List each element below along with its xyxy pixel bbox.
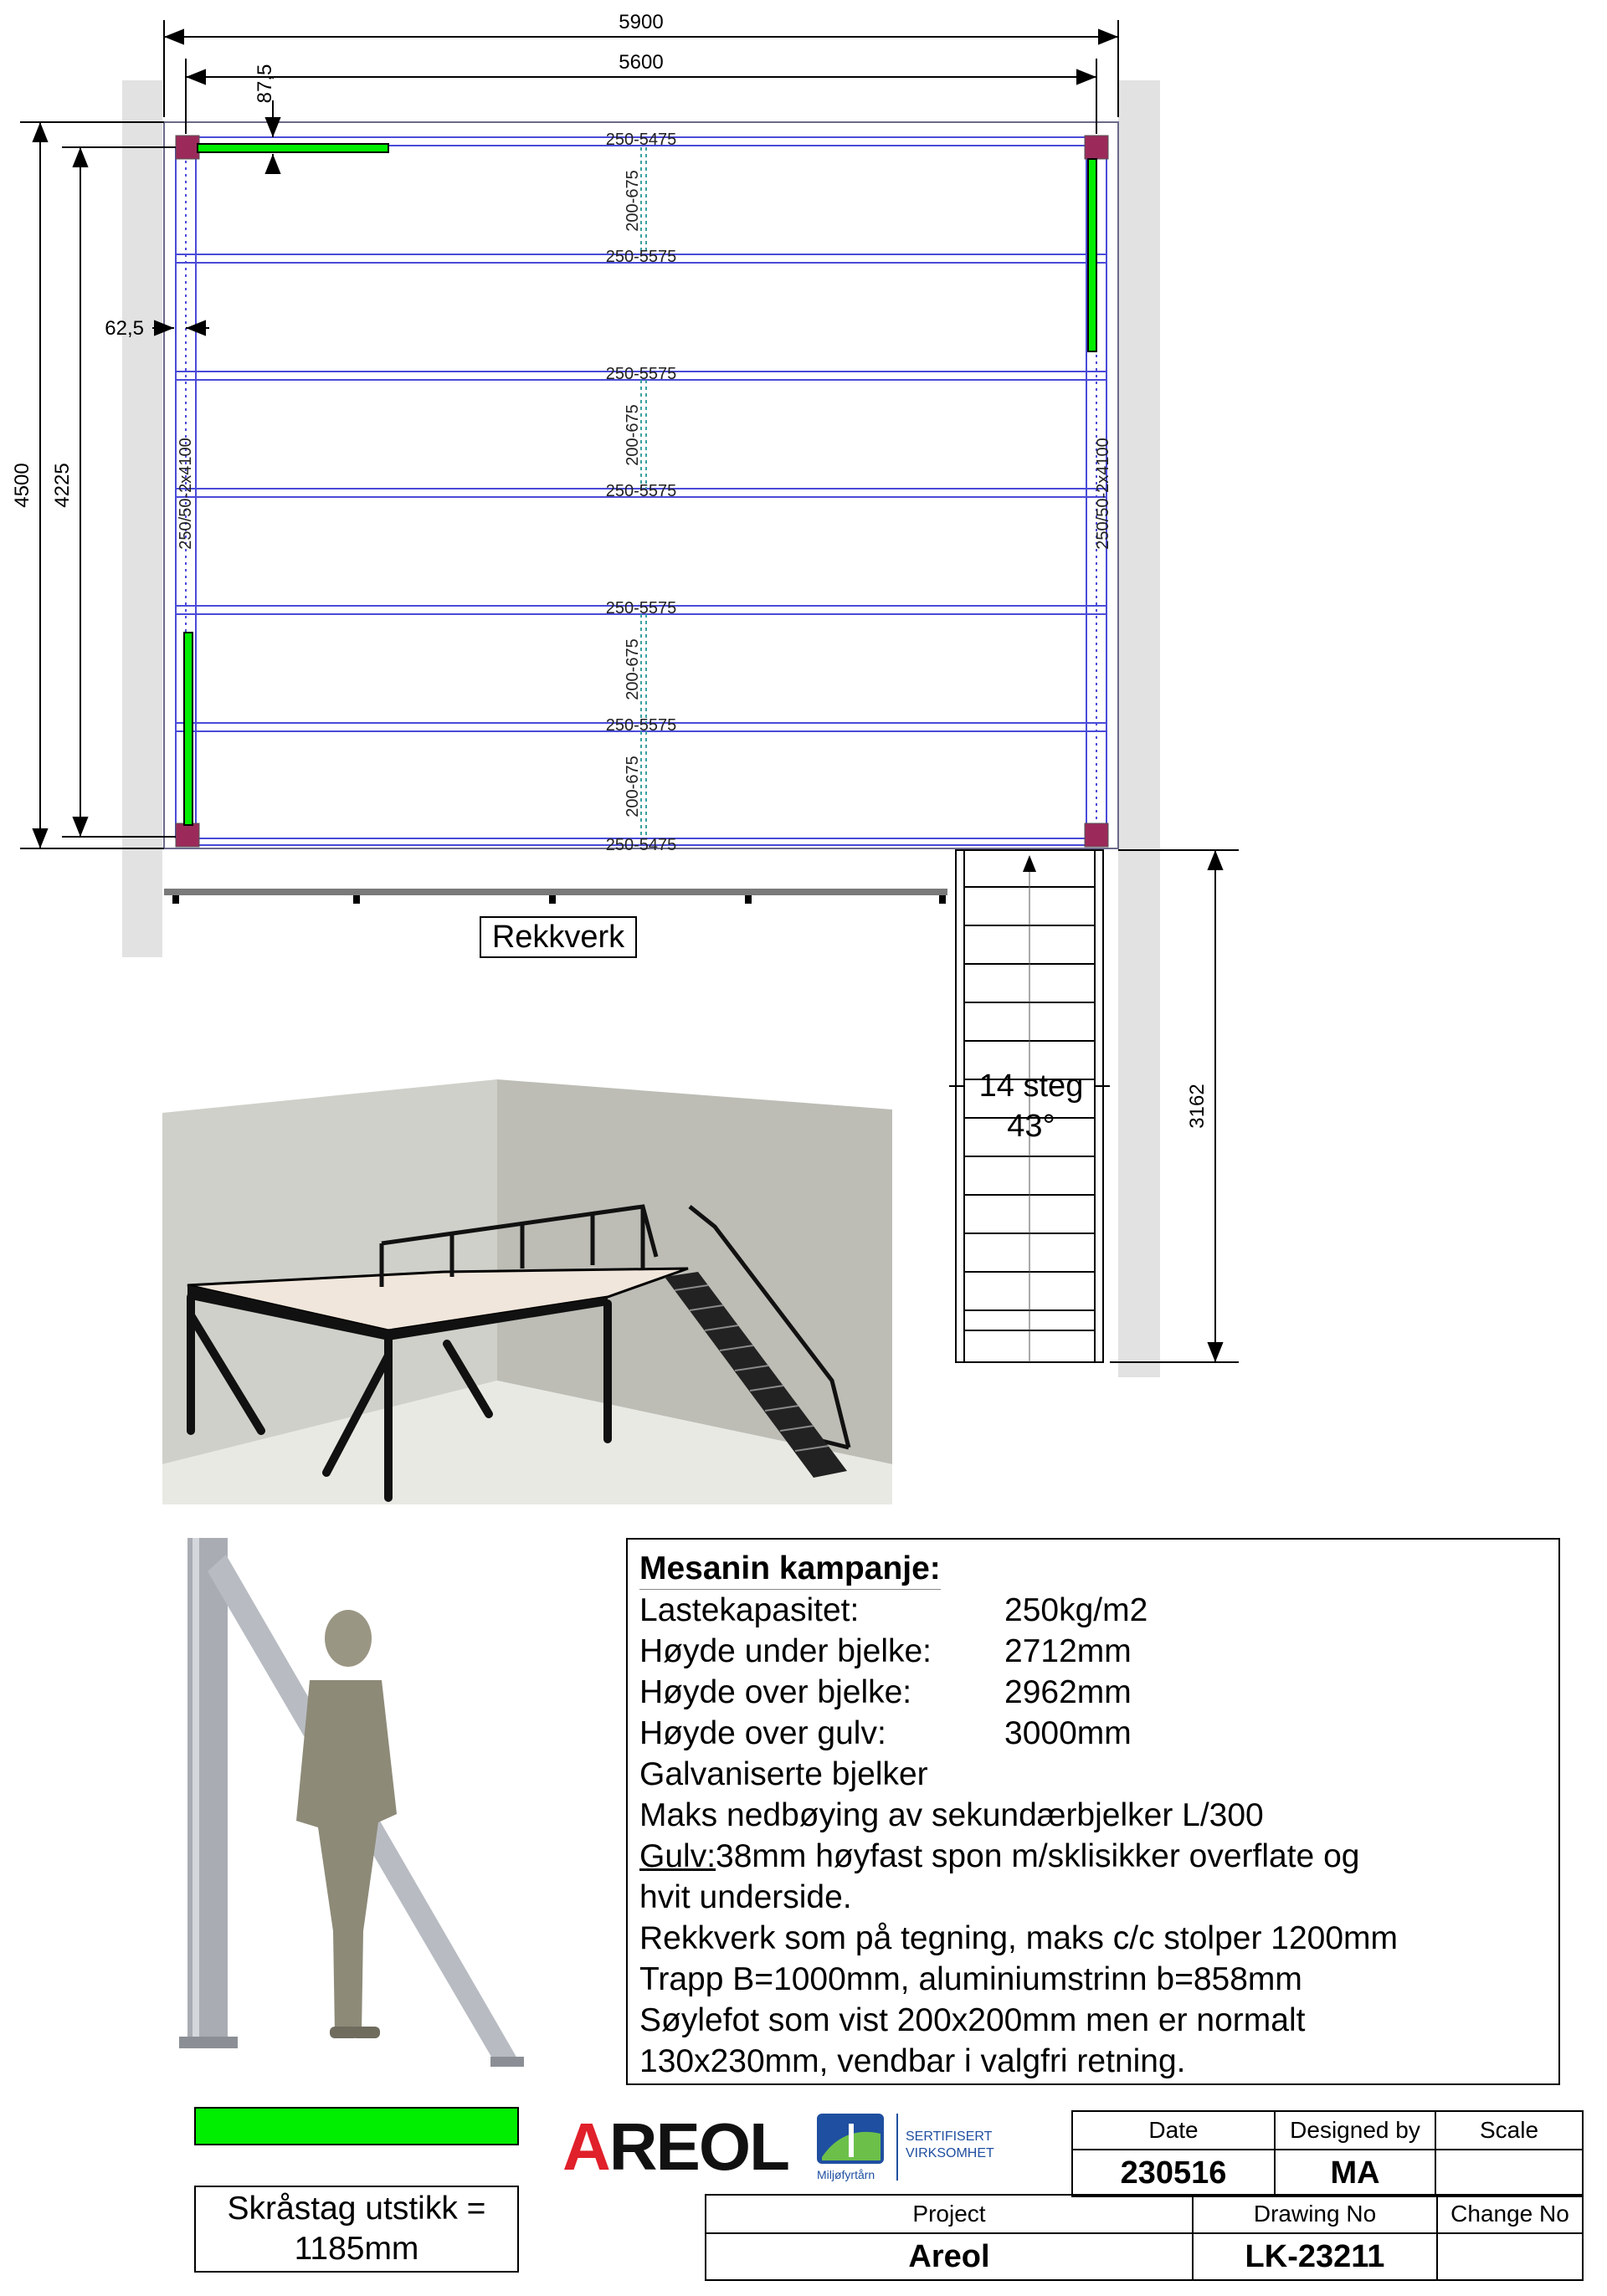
designed-by-label: Designed by <box>1275 2111 1435 2150</box>
column-person-render <box>162 1538 534 2075</box>
areol-logo-rest: REOL <box>608 2109 789 2184</box>
beam-label-2: 250-5575 <box>605 248 677 266</box>
miljofyrtarn-logo <box>810 2109 1036 2189</box>
spec-row-load <box>639 1590 1547 1631</box>
spec-height-floor-label: Høyde over gulv: <box>639 1715 886 1751</box>
drawing-no-value: LK-23211 <box>1193 2233 1437 2280</box>
specs-title: Mesanin kampanje: <box>639 1548 941 1590</box>
mezzanine-3d-render <box>162 1079 892 1504</box>
stairs <box>949 850 1110 1362</box>
designed-by-value: MA <box>1275 2150 1435 2196</box>
beam-label-6: 250-5575 <box>605 716 677 735</box>
spec-height-over-label: Høyde over bjelke: <box>639 1674 912 1710</box>
dim-inner-width: 5600 <box>619 51 664 74</box>
spec-row-height-under <box>639 1631 1547 1672</box>
spec-height-under-value: 2712mm <box>1004 1633 1132 1669</box>
spec-foot-2: 130x230mm, vendbar i valgfri retning. <box>639 2043 1186 2079</box>
drawing-no-label: Drawing No <box>1193 2195 1437 2233</box>
date-label: Date <box>1072 2111 1275 2150</box>
dim-overall-width: 5900 <box>619 11 664 33</box>
brace-right <box>1088 159 1096 351</box>
brace-legend-swatch <box>194 2107 519 2145</box>
post-bottom-left <box>176 823 199 847</box>
scale-label: Scale <box>1435 2111 1583 2150</box>
brace-legend-line-1: Skråstag utstikk = <box>227 2191 486 2227</box>
beam-label-3: 250-5575 <box>605 365 677 383</box>
brace-top <box>198 144 388 152</box>
beam-label-5: 250-5575 <box>605 599 677 618</box>
secondary-label-2: 200-675 <box>624 404 642 466</box>
spec-row-height-floor <box>639 1713 1547 1754</box>
railing-label: Rekkverk <box>491 920 625 955</box>
spec-height-under-label: Høyde under bjelke: <box>639 1633 932 1669</box>
brace-left <box>184 633 193 825</box>
secondary-label-1: 200-675 <box>624 170 642 232</box>
dim-inner-depth: 4225 <box>51 463 74 508</box>
scale-value <box>1435 2150 1583 2196</box>
spec-stair: Trapp B=1000mm, aluminiumstrinn b=858mm <box>639 1961 1302 1997</box>
areol-logo <box>562 2109 788 2186</box>
post-top-right <box>1085 136 1108 159</box>
spec-floor-text: 38mm høyfast spon m/sklisikker overflate og <box>716 1838 1360 1874</box>
dim-overall-depth: 4500 <box>11 463 33 508</box>
stair-angle-label: 43° <box>1007 1109 1055 1144</box>
spec-deflection: Maks nedbøying av sekundærbjelker L/300 <box>639 1797 1264 1833</box>
secondary-label-4: 200-675 <box>624 756 642 817</box>
brace-legend-box <box>194 2186 519 2273</box>
specs-box <box>626 1538 1560 2085</box>
dim-stair-length: 3162 <box>1186 1084 1209 1129</box>
spec-railing: Rekkverk som på tegning, maks c/c stolper 1200mm <box>639 1920 1399 1956</box>
wall-left <box>122 80 162 957</box>
change-no-value <box>1437 2233 1583 2280</box>
side-beam-label-left: 250/50-2x4100 <box>177 438 195 550</box>
side-beam-label-right: 250/50-2x4100 <box>1094 438 1112 550</box>
beam-label-1: 250-5475 <box>605 131 677 149</box>
spec-floor <box>639 1836 1547 1877</box>
stair-direction-arrow <box>1023 855 1036 872</box>
spec-load-value: 250kg/m2 <box>1004 1592 1148 1628</box>
beam-label-7: 250-5475 <box>605 836 677 854</box>
cert-brand: Miljøfyrtårn <box>817 2168 875 2181</box>
wall-right <box>1118 80 1160 1377</box>
post-bottom-right <box>1085 823 1108 847</box>
railing <box>164 889 947 904</box>
project-label: Project <box>706 2195 1193 2233</box>
beam-label-4: 250-5575 <box>605 482 677 500</box>
spec-height-floor-value: 3000mm <box>1004 1715 1132 1751</box>
secondary-label-3: 200-675 <box>624 638 642 700</box>
spec-floor-text-2: hvit underside. <box>639 1879 852 1915</box>
dim-offset-left: 62,5 <box>105 317 144 340</box>
spec-load-label: Lastekapasitet: <box>639 1592 860 1628</box>
areol-logo-initial: A <box>562 2109 609 2184</box>
project-value: Areol <box>706 2233 1193 2280</box>
title-block-top <box>1071 2110 1584 2197</box>
title-block-bottom <box>705 2194 1584 2281</box>
spec-galvanized: Galvaniserte bjelker <box>639 1756 928 1792</box>
change-no-label: Change No <box>1437 2195 1583 2233</box>
spec-row-height-over <box>639 1672 1547 1713</box>
spec-floor-label: Gulv: <box>639 1838 716 1874</box>
cert-line-2: VIRKSOMHET <box>906 2146 994 2160</box>
dim-offset-top: 87,5 <box>254 64 276 104</box>
cert-line-1: SERTIFISERT <box>906 2129 993 2144</box>
spec-foot: Søylefot som vist 200x200mm men er normalt <box>639 2002 1306 2038</box>
post-top-left <box>176 136 199 159</box>
date-value: 230516 <box>1072 2150 1275 2196</box>
stair-steps-label: 14 steg <box>978 1069 1084 1104</box>
brace-legend-line-2: 1185mm <box>294 2231 419 2267</box>
spec-height-over-value: 2962mm <box>1004 1674 1132 1710</box>
